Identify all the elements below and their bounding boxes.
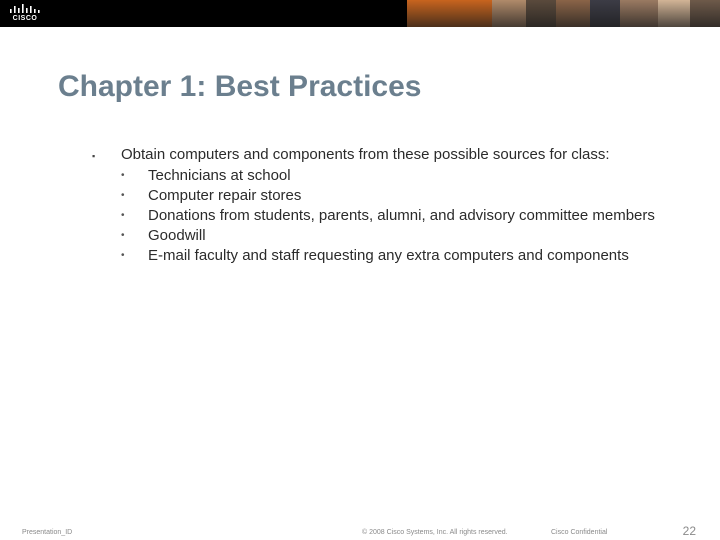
photo-person-3 xyxy=(556,0,590,27)
header-bar xyxy=(0,0,720,27)
dot-bullet-icon: • xyxy=(121,210,125,221)
photo-person-7 xyxy=(690,0,720,27)
photo-person-5 xyxy=(620,0,658,27)
sub-bullet-item xyxy=(92,168,702,184)
sub-bullet-item xyxy=(92,228,702,244)
page-number: 22 xyxy=(682,524,696,538)
footer-copyright: © 2008 Cisco Systems, Inc. All rights reserved. xyxy=(362,529,508,536)
square-bullet-icon: ▪ xyxy=(92,151,96,161)
photo-person-4 xyxy=(590,0,620,27)
slide-content xyxy=(92,146,702,268)
sub-bullet-item xyxy=(92,208,702,224)
sub-bullet-text: Donations from students, parents, alumni, and advisory committee members xyxy=(148,207,655,224)
sub-bullet-list xyxy=(92,168,702,264)
dot-bullet-icon: • xyxy=(121,170,125,181)
sub-bullet-text: E-mail faculty and staff requesting any extra computers and components xyxy=(148,247,629,264)
bullet-main-text: Obtain computers and components from these possible sources for class: xyxy=(121,146,610,163)
cisco-bridge-icon xyxy=(8,3,42,15)
header-photo-strip xyxy=(407,0,720,27)
dot-bullet-icon: • xyxy=(121,250,125,261)
footer-presentation-id: Presentation_ID xyxy=(22,529,73,536)
sub-bullet-text: Technicians at school xyxy=(148,167,291,184)
cisco-logo xyxy=(8,3,42,23)
photo-person-6 xyxy=(658,0,690,27)
photo-orange-texture xyxy=(407,0,492,27)
cisco-logo-text: CISCO xyxy=(12,15,38,22)
photo-person-2 xyxy=(526,0,556,27)
photo-person-1 xyxy=(492,0,526,27)
sub-bullet-text: Computer repair stores xyxy=(148,187,302,204)
sub-bullet-text: Goodwill xyxy=(148,227,206,244)
dot-bullet-icon: • xyxy=(121,230,125,241)
dot-bullet-icon: • xyxy=(121,190,125,201)
slide-title: Chapter 1: Best Practices xyxy=(58,70,422,103)
sub-bullet-item xyxy=(92,248,702,264)
sub-bullet-item xyxy=(92,188,702,204)
footer-confidential: Cisco Confidential xyxy=(551,529,608,536)
bullet-main xyxy=(92,146,702,164)
